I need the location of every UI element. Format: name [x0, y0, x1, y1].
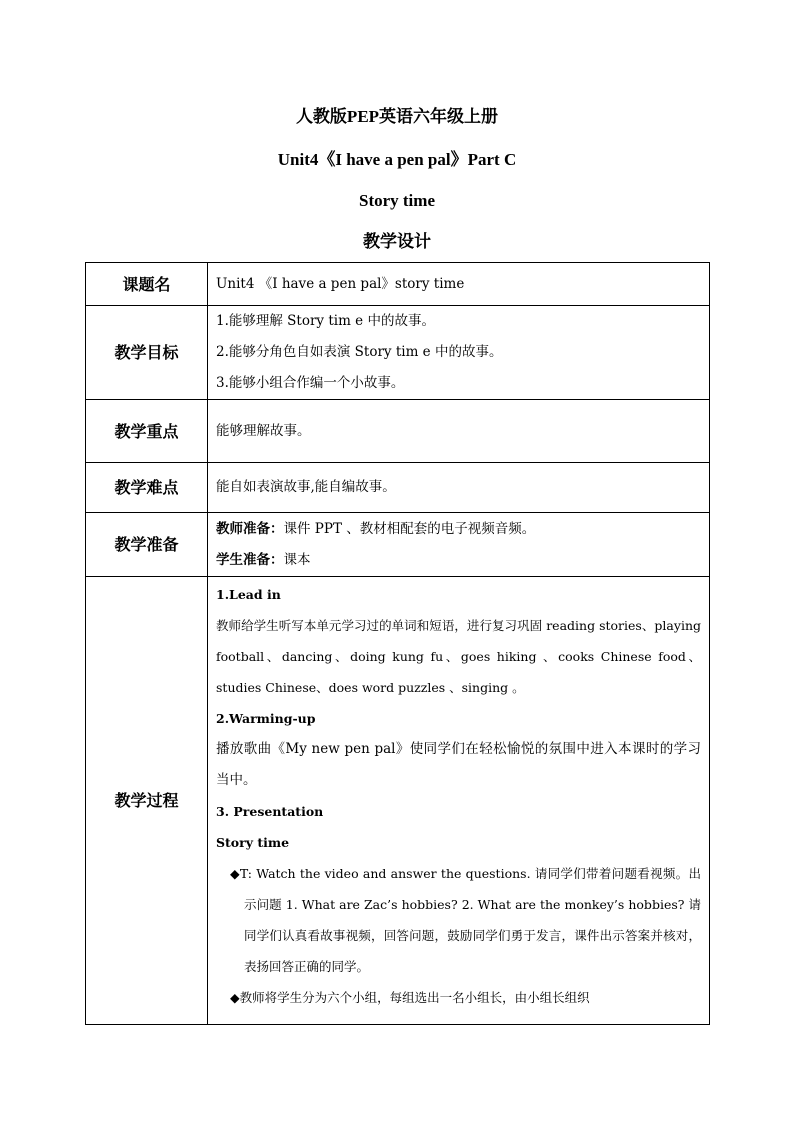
lead-in-text: 教师给学生听写本单元学习过的单词和短语，进行复习巩固 reading stories、playing football、dancing、doing kung fu、goes hiking 、cooks Chinese food、studies Chinese、does word puzzles 、singing 。	[216, 618, 701, 695]
objectives-label: 教学目标	[86, 306, 208, 400]
doc-subtitle-unit: Unit4《I have a pen pal》Part C	[277, 150, 517, 169]
objective-item: 1.能够理解 Story tim e 中的故事。	[216, 313, 435, 329]
row-topic	[86, 263, 710, 306]
student-preparation-value: 课本	[283, 551, 311, 568]
student-preparation-label: 学生准备：	[216, 551, 284, 568]
objectives-list	[208, 306, 710, 400]
objective-item: 3.能够小组合作编一个小故事。	[216, 375, 405, 391]
teacher-preparation-label: 教师准备：	[216, 520, 284, 537]
process-label: 教学过程	[86, 577, 208, 1025]
warming-up-text: 播放歌曲《My new pen pal》使同学们在轻松愉悦的氛围中进入本课时的学习当中。	[216, 741, 701, 788]
lead-in-heading: 1.Lead in	[216, 587, 281, 602]
teacher-preparation	[216, 514, 701, 545]
key-points-value: 能够理解故事。	[208, 400, 710, 463]
objective-item: 2.能够分角色自如表演 Story tim e 中的故事。	[216, 344, 503, 360]
doc-subtitle-design: 教学设计	[363, 232, 431, 251]
presentation-step-1: ◆T: Watch the video and answer the questions. 请同学们带着问题看视频。出示问题 1. What are Zac’s hobbies? 2. What are the monkey’s hobbies? 请同学们认真看故事视频，回答问题，鼓励同学们勇于发言，课件出示答案并核对，表扬回答正确的同学。	[230, 866, 701, 974]
story-time-heading: Story time	[216, 835, 290, 850]
difficulties-value: 能自如表演故事,能自编故事。	[208, 463, 710, 513]
row-key-points	[86, 400, 710, 463]
difficulties-label: 教学难点	[86, 463, 208, 513]
presentation-step-2: ◆教师将学生分为六个小组，每组选出一名小组长，由小组长组织	[230, 990, 590, 1005]
row-difficulties	[86, 463, 710, 513]
lesson-plan-table	[85, 262, 710, 1025]
preparation-content	[208, 513, 710, 577]
row-objectives	[86, 306, 710, 400]
teacher-preparation-value: 课件 PPT 、教材相配套的电子视频音频。	[283, 520, 536, 537]
presentation-heading: 3. Presentation	[216, 804, 324, 819]
doc-title: 人教版PEP英语六年级上册	[295, 107, 499, 126]
key-points-label: 教学重点	[86, 400, 208, 463]
row-preparation	[86, 513, 710, 577]
doc-subtitle-story: Story time	[358, 191, 435, 210]
row-process	[86, 577, 710, 1025]
process-content	[208, 577, 710, 1025]
preparation-label: 教学准备	[86, 513, 208, 577]
topic-value: Unit4 《I have a pen pal》story time	[208, 263, 710, 306]
student-preparation	[216, 545, 701, 576]
topic-label: 课题名	[86, 263, 208, 306]
warming-up-heading: 2.Warming-up	[216, 711, 316, 726]
